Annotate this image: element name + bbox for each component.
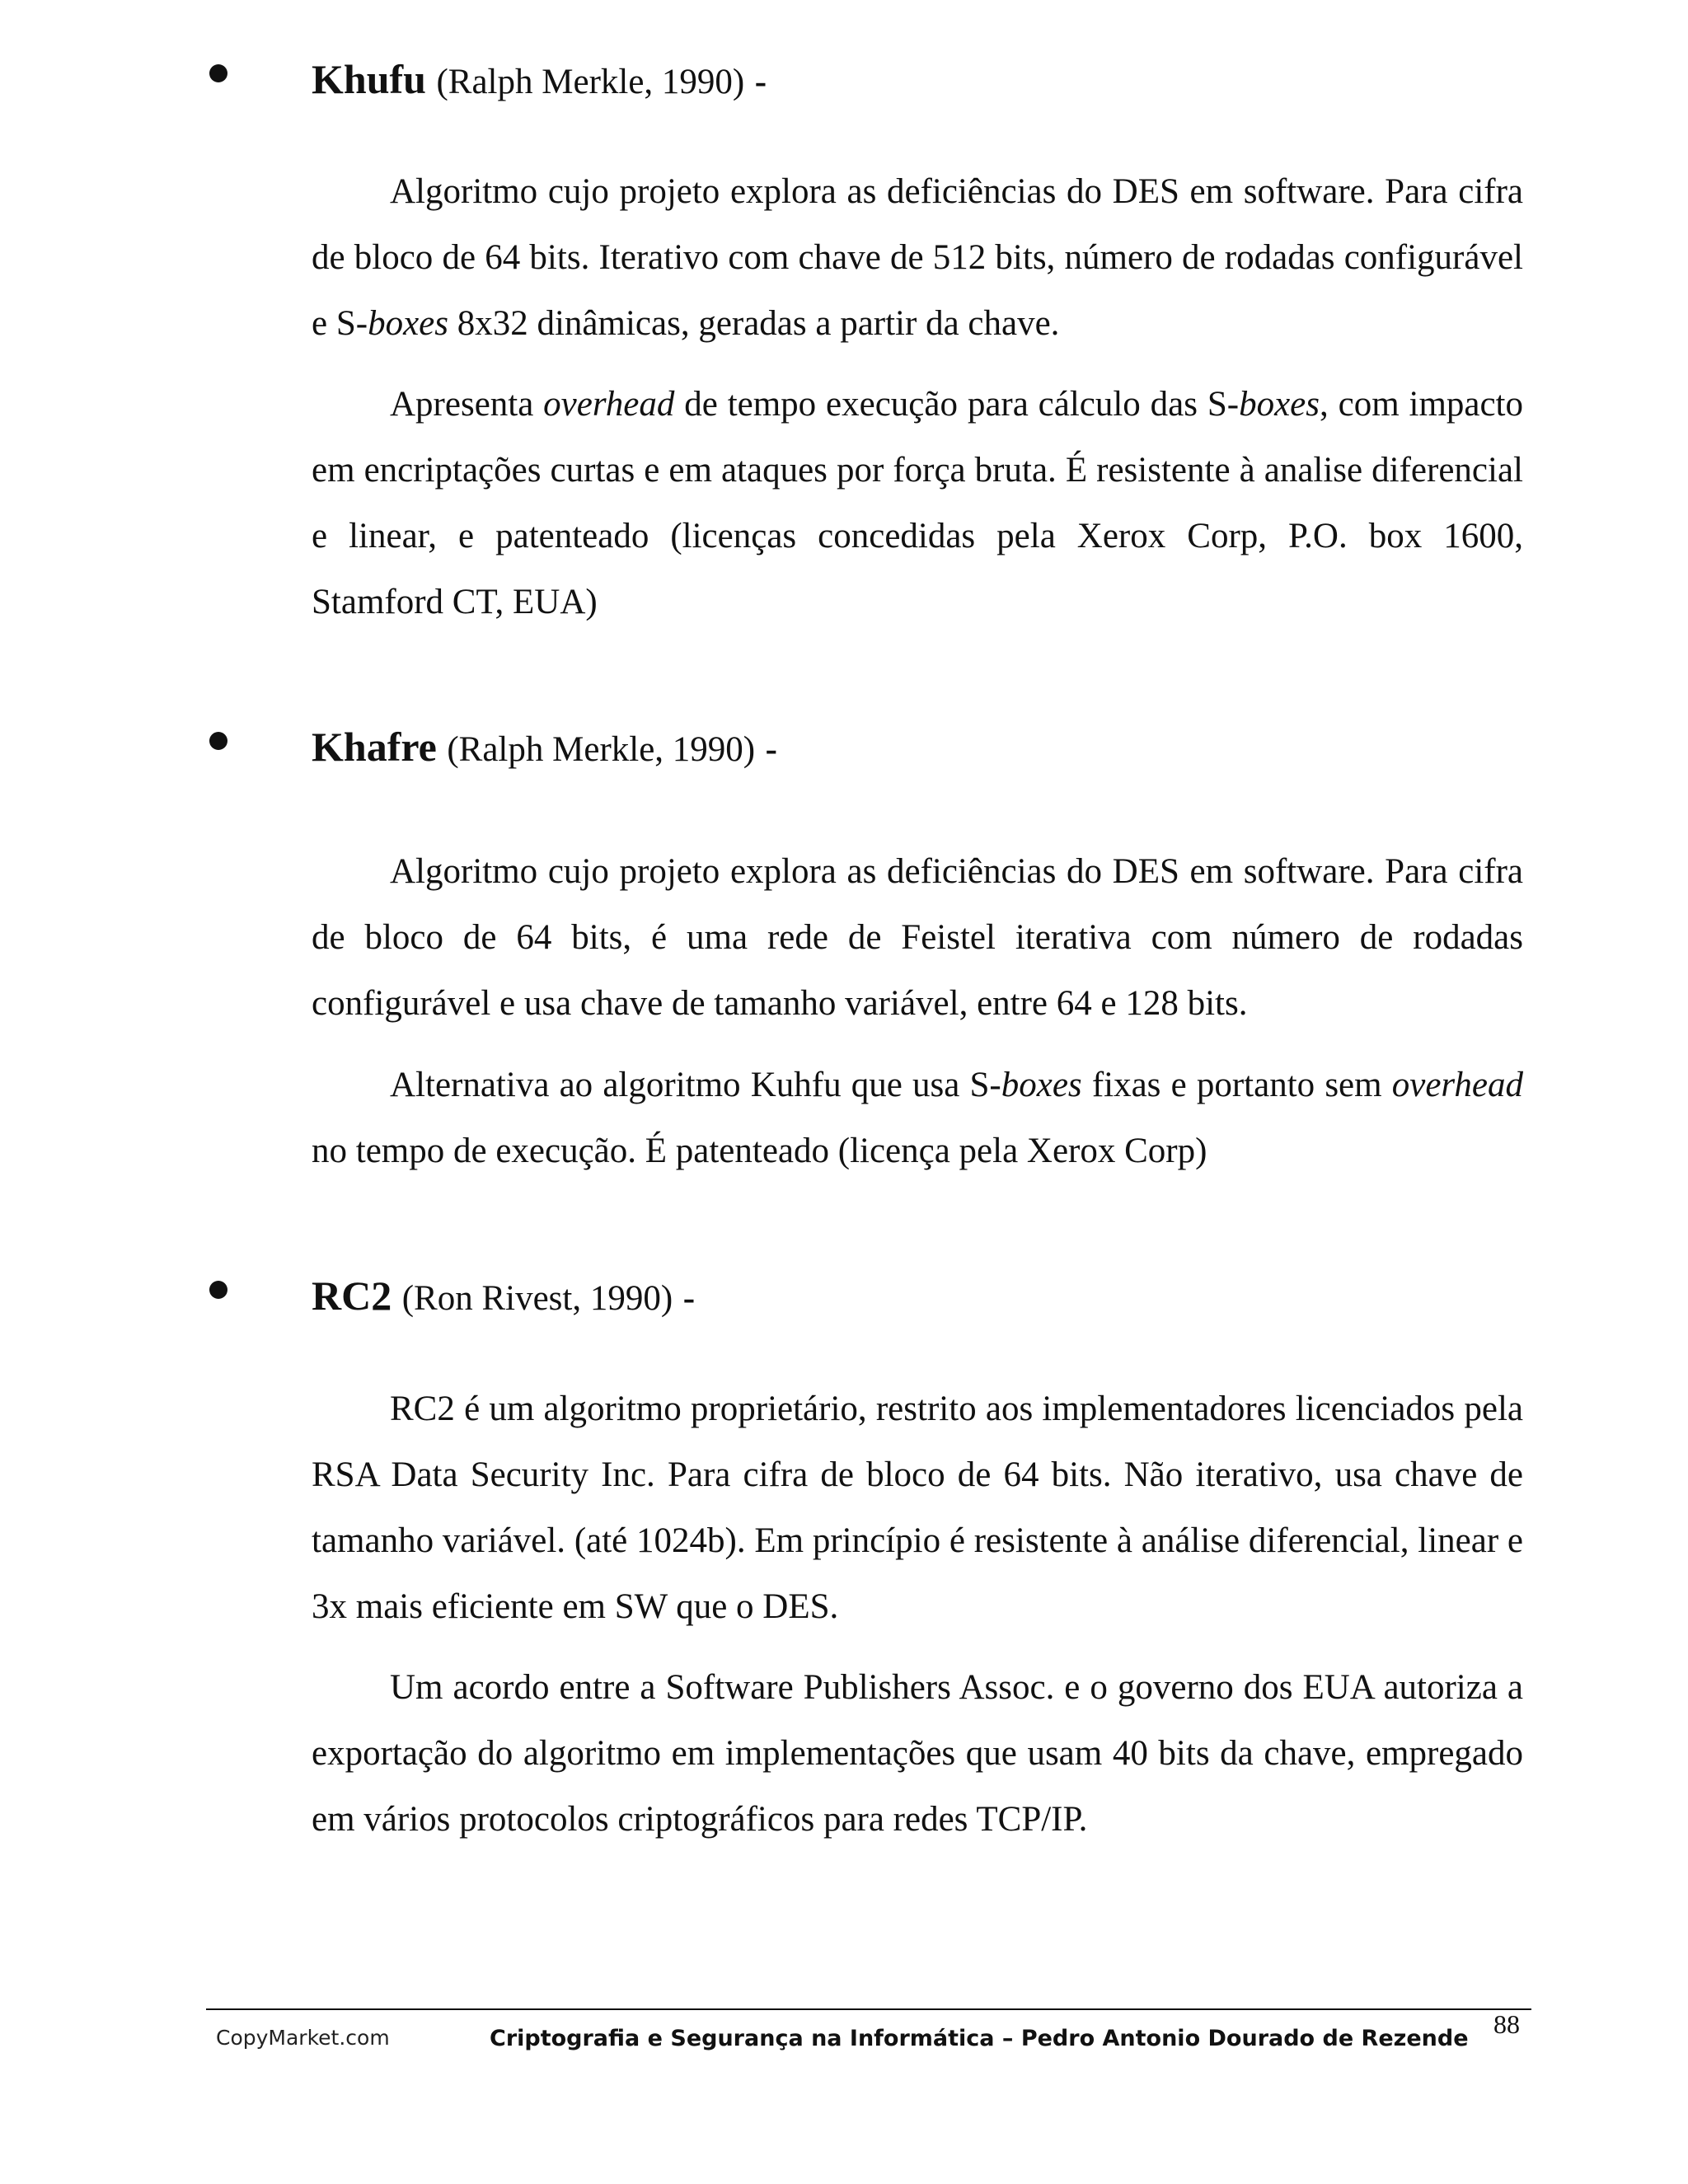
algorithm-author-year: (Ralph Merkle, 1990) [447, 730, 756, 769]
section-heading-khufu [0, 46, 1688, 112]
footer-divider [206, 2008, 1531, 2010]
algorithm-name: Khafre [312, 724, 437, 770]
footer-publisher: CopyMarket.com [216, 2026, 390, 2050]
page-number: 88 [1493, 2009, 1520, 2039]
footer-book-title: Criptografia e Segurança na Informática – Pedro Antonio Dourado de Rezende [490, 2026, 1469, 2051]
algorithm-author-year: (Ralph Merkle, 1990) [436, 63, 745, 101]
heading-dash: - [765, 730, 777, 769]
section-title [312, 1263, 695, 1332]
bullet-icon [209, 1281, 227, 1299]
section-title [312, 714, 777, 783]
paragraph: RC2 é um algoritmo proprietário, restrito aos implementadores licenciados pela RSA Data Security Inc. Para cifra de bloco de 64 bits. Não iterativo, usa chave de tamanho variável. (até 1024b). Em princípio é resistente à análise diferencial, linear e 3x mais eficiente em SW que o DES. [312, 1390, 1523, 1626]
bullet-icon [209, 732, 227, 750]
paragraph: Algoritmo cujo projeto explora as deficiências do DES em software. Para cifra de bloco de 64 bits, é uma rede de Feistel iterativa com número de rodadas configurável e usa chave de tamanho variável, entre 64 e 128 bits. [312, 852, 1523, 1023]
section-title [312, 46, 767, 115]
paragraph: Alternativa ao algoritmo Kuhfu que usa S-boxes fixas e portanto sem overhead no tempo de execução. É patenteado (licença pela Xerox Corp) [312, 1066, 1523, 1170]
heading-dash: - [682, 1279, 696, 1318]
paragraph: Algoritmo cujo projeto explora as deficiências do DES em software. Para cifra de bloco de 64 bits. Iterativo com chave de 512 bits, número de rodadas configurável e S-boxes 8x32 dinâmicas, geradas a partir da chave. [312, 172, 1523, 343]
algorithm-name: Khufu [312, 56, 426, 102]
section-heading-rc2 [0, 1263, 1688, 1329]
paragraph: Um acordo entre a Software Publishers Assoc. e o governo dos EUA autoriza a exportação do algoritmo em implementações que usam 40 bits da chave, empregado em vários protocolos criptográficos para redes TCP/IP. [312, 1668, 1523, 1839]
algorithm-name: RC2 [312, 1272, 392, 1319]
section-heading-khafre [0, 714, 1688, 780]
heading-dash: - [754, 63, 767, 101]
paragraph: Apresenta overhead de tempo execução para cálculo das S-boxes, com impacto em encriptações curtas e em ataques por força bruta. É resistente à analise diferencial e linear, e patenteado (licenças concedidas pela Xerox Corp, P.O. box 1600, Stamford CT, EUA) [312, 385, 1524, 621]
algorithm-author-year: (Ron Rivest, 1990) [401, 1279, 673, 1318]
bullet-icon [209, 64, 227, 82]
